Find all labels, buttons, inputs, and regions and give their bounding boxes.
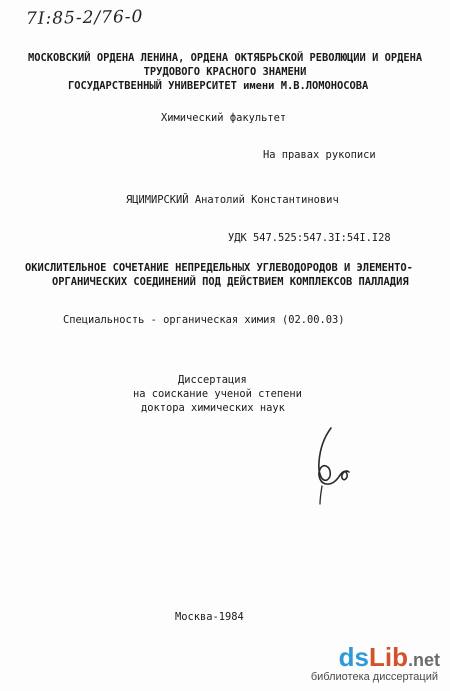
degree-line-2: доктора химических наук: [141, 402, 285, 414]
udc-code: УДК 547.525:547.3I:54I.I28: [228, 232, 391, 244]
dslib-logo: dsLib.net: [338, 642, 440, 672]
dissertation-title-line-2: ОРГАНИЧЕСКИХ СОЕДИНЕНИЙ ПОД ДЕЙСТВИЕМ КОМПЛЕКСОВ ПАЛЛАДИЯ: [52, 276, 409, 288]
degree-line-1: на соискание ученой степени: [133, 388, 302, 400]
dslib-subtitle: библиотека диссертаций: [310, 671, 438, 683]
university-line-1: МОСКОВСКИЙ ОРДЕНА ЛЕНИНА, ОРДЕНА ОКТЯБРЬСКОЙ РЕВОЛЮЦИИ И ОРДЕНА: [28, 52, 423, 64]
dissertation-label: Диссертация: [178, 374, 247, 386]
dslib-watermark: [310, 642, 440, 687]
handwritten-archive-number: 7I:85-2/76-0: [25, 6, 144, 30]
city-and-year: Москва-1984: [175, 611, 244, 623]
specialty: Специальность - органическая химия (02.00.03): [63, 314, 345, 326]
university-line-2: ТРУДОВОГО КРАСНОГО ЗНАМЕНИ: [143, 66, 307, 78]
manuscript-rights-note: На правах рукописи: [263, 149, 376, 161]
handwritten-signature: [298, 422, 358, 507]
university-line-3: ГОСУДАРСТВЕННЫЙ УНИВЕРСИТЕТ имени М.В.ЛОМОНОСОВА: [68, 80, 369, 92]
faculty-name: Химический факультет: [161, 112, 287, 124]
dissertation-title-line-1: ОКИСЛИТЕЛЬНОЕ СОЧЕТАНИЕ НЕПРЕДЕЛЬНЫХ УГЛЕВОДОРОДОВ И ЭЛЕМЕНТО-: [25, 262, 413, 274]
author-name: ЯЦИМИРСКИЙ Анатолий Константинович: [126, 194, 339, 206]
